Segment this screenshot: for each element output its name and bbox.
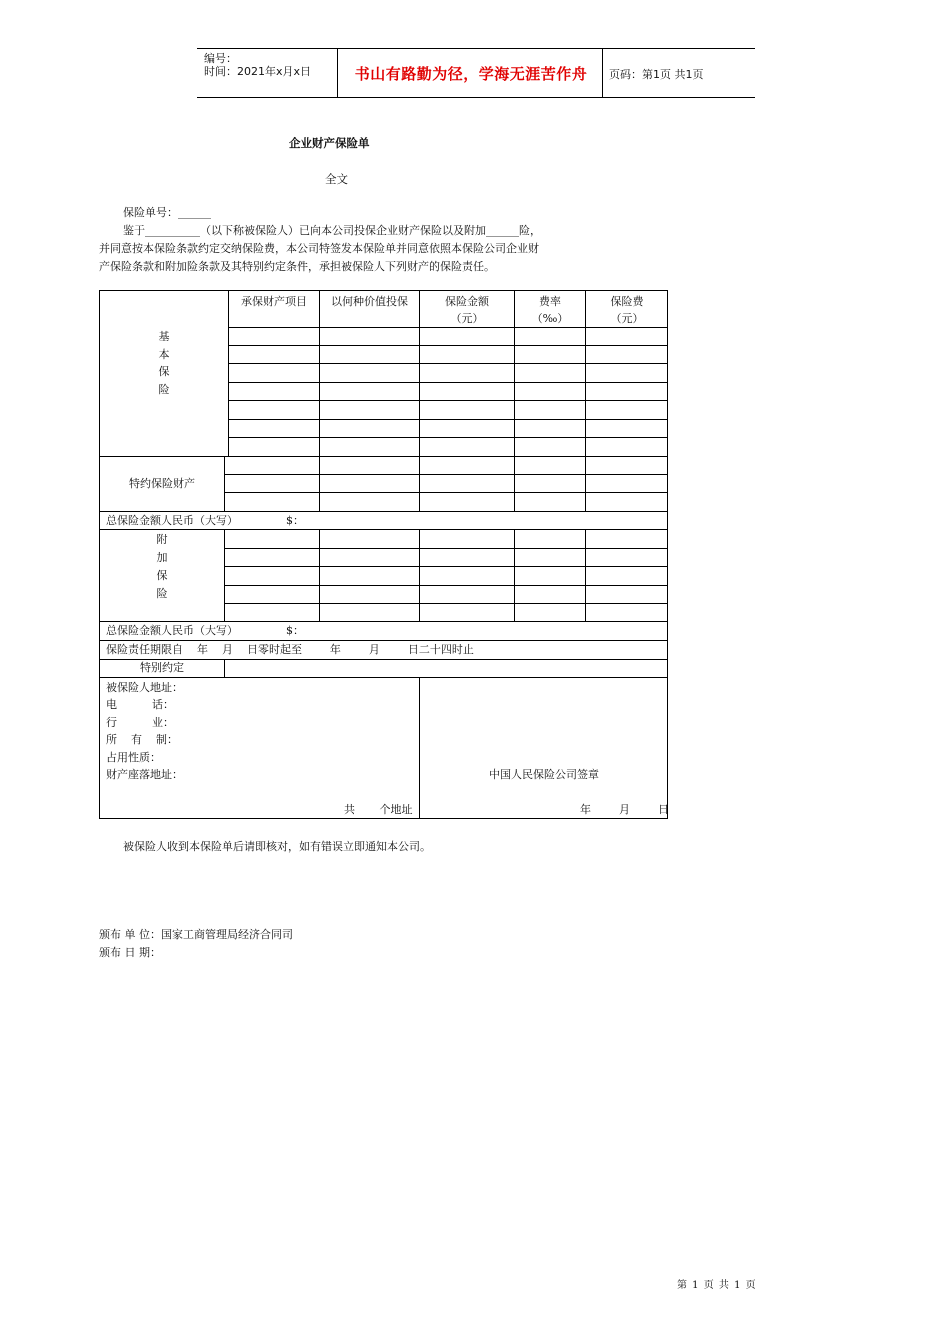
total-amount-currency: $： [286, 514, 304, 527]
header-basis: 以何种价值投保 [331, 295, 408, 308]
header-page-code: 页码：第1页 共1页 [609, 68, 704, 81]
table-rule [228, 400, 668, 401]
basic-insurance-char: 本 [158, 348, 170, 361]
table-rule [419, 677, 420, 819]
special-agreement-label: 特别约定 [140, 661, 184, 674]
document-title: 企业财产保险单 [289, 136, 370, 150]
additional-insurance-char: 加 [156, 551, 168, 564]
header-amount: 保险金额 [445, 295, 489, 308]
header-divider [337, 49, 338, 97]
header-rate-unit: （‰） [531, 312, 569, 325]
table-rule [224, 548, 668, 549]
table-rule [514, 529, 515, 621]
insured-address-label: 被保险人地址： [106, 681, 183, 694]
document-subtitle: 全文 [325, 172, 348, 186]
header-divider [602, 49, 603, 97]
additional-insurance-char: 保 [156, 569, 168, 582]
table-rule [419, 529, 420, 621]
table-rule [224, 474, 668, 475]
header-amount-unit: （元） [450, 312, 484, 325]
property-location-label: 财产座落地址： [106, 768, 183, 781]
insured-ownership-label: 所 有 制： [106, 733, 178, 746]
insurance-period: 保险责任期限自 年 月 日零时起至 年 月 日二十四时止 [106, 643, 474, 656]
table-rule [228, 437, 668, 438]
header-rate: 费率 [539, 295, 561, 308]
total-amount-label: 总保险金额人民币（大写） [106, 514, 238, 527]
table-rule [100, 677, 668, 678]
table-rule [228, 327, 668, 328]
total-amount-label: 总保险金额人民币（大写） [106, 624, 238, 637]
table-rule [585, 529, 586, 621]
verification-notice: 被保险人收到本保险单后请即核对，如有错误立即通知本公司。 [123, 840, 431, 853]
additional-insurance-char: 附 [156, 533, 168, 546]
intro-line-2: 并同意按本保险条款约定交纳保险费，本公司特签发本保险单并同意依照本保险公司企业财 [99, 242, 539, 255]
table-rule [224, 659, 225, 677]
table-rule [224, 456, 225, 511]
table-rule [100, 456, 668, 457]
basic-insurance-char: 险 [158, 383, 170, 396]
basic-insurance-char: 保 [158, 365, 170, 378]
document-number-label: 编号： [204, 52, 237, 65]
table-rule [224, 529, 225, 621]
table-rule [228, 382, 668, 383]
table-rule [319, 291, 320, 511]
insured-occupancy-label: 占用性质： [106, 751, 161, 764]
special-property-label: 特约保险财产 [129, 477, 195, 490]
table-rule [224, 585, 668, 586]
policy-number: 保险单号：______ [123, 206, 211, 219]
issuing-authority: 颁布 单 位：国家工商管理局经济合同司 [99, 928, 293, 941]
intro-line-3: 产保险条款和附加险条款及其特别约定条件，承担被保险人下列财产的保险责任。 [99, 260, 495, 273]
header-slogan: 书山有路勤为径，学海无涯苦作舟 [354, 65, 588, 83]
table-rule [228, 363, 668, 364]
seal-date: 年 月 日 [580, 803, 669, 816]
table-rule [224, 566, 668, 567]
insured-industry-label: 行 业： [106, 716, 174, 729]
insured-phone-label: 电 话： [106, 698, 174, 711]
intro-line-1: 鉴于__________（以下称被保险人）已向本公司投保企业财产保险以及附加______险， [123, 224, 541, 237]
header-premium-unit: （元） [610, 312, 644, 325]
header-item: 承保财产项目 [241, 295, 307, 308]
document-time-label: 时间：2021年x月x日 [204, 65, 312, 78]
company-seal-label: 中国人民保险公司签章 [489, 768, 599, 781]
table-rule [228, 291, 229, 456]
page-footer: 第 1 页 共 1 页 [677, 1280, 757, 1291]
document-header [197, 48, 755, 98]
address-count: 共 个地址 [344, 803, 413, 816]
table-rule [224, 603, 668, 604]
table-rule [319, 529, 320, 621]
table-rule [228, 345, 668, 346]
table-rule [228, 419, 668, 420]
header-premium: 保险费 [610, 295, 644, 308]
basic-insurance-char: 基 [158, 330, 170, 343]
total-amount-currency: $： [286, 624, 304, 637]
table-rule [100, 659, 668, 660]
issue-date: 颁布 日 期： [99, 946, 161, 959]
additional-insurance-char: 险 [156, 587, 168, 600]
insurance-table [99, 290, 668, 819]
table-rule [224, 492, 668, 493]
